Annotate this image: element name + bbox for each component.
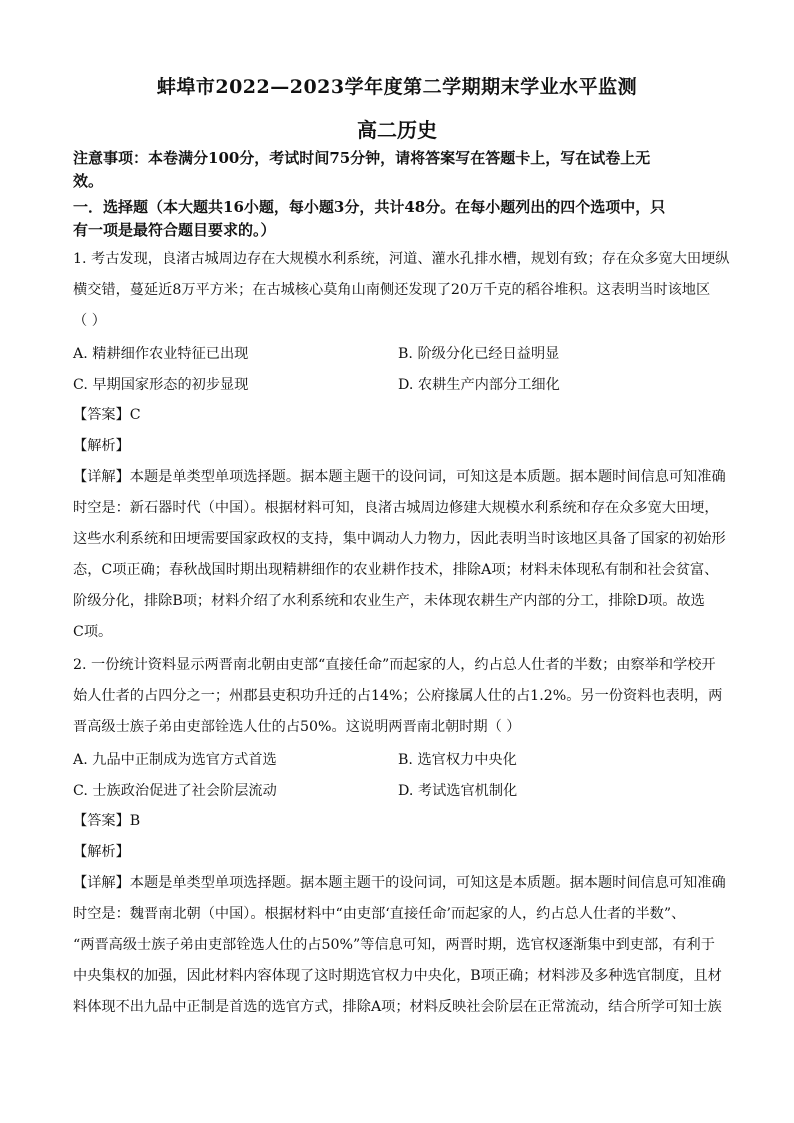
q1-option-b: B. 阶级分化已经日益明显 [398,346,560,362]
q2-stem-line-3: 晋高级士族子弟由吏部铨选人仕的占50%。这说明两晋南北朝时期（ ） [73,719,521,735]
section-heading-line-1: 一．选择题（本大题共16小题，每小题3分，共计48分。在每小题列出的四个选项中，只 [73,198,666,216]
q2-detail-line-2: 时空是：魏晋南北朝（中国）。根据材料中“由吏部‘直接任命’而起家的人，约占总人仕者的半数”、 [73,906,686,922]
q1-detail-line-2: 时空是：新石器时代（中国）。根据材料可知，良渚古城周边修建大规模水利系统和存在众多宽大田埂， [73,500,719,516]
q2-detail-line-1: 【详解】本题是单类型单项选择题。据本题主题干的设问词，可知这是本质题。据本题时间信息可知准确 [73,875,726,891]
q2-option-d: D. 考试选官机制化 [398,783,518,799]
q1-option-c: C. 早期国家形态的初步显现 [73,377,249,393]
q2-stem-line-2: 始人仕者的占四分之一；州郡县吏积功升迁的占14%；公府掾属人仕的占1.2%。另一份资料也表明，两 [73,688,723,704]
q1-option-d: D. 农耕生产内部分工细化 [398,377,560,393]
exam-title: 蚌埠市2022—2023学年度第二学期期末学业水平监测 [156,76,638,98]
q2-analysis-label: 【解析】 [73,844,130,860]
q1-stem-line-2: 横交错，蔓延近8万平方米；在古城核心莫角山南侧还发现了20万千克的稻谷堆积。这表明当时该地区 [73,282,711,298]
section-heading-line-2: 有一项是最符合题目要求的。） [73,221,276,239]
notice-line-1: 注意事项：本卷满分100分，考试时间75分钟，请将答案写在答题卡上，写在试卷上无 [73,149,651,167]
q1-detail-line-3: 这些水利系统和田埂需要国家政权的支持，集中调动人力物力，因此表明当时该地区具备了国家的初始形 [73,531,726,547]
q2-option-b: B. 选官权力中央化 [398,752,517,768]
q2-option-a: A. 九品中正制成为选官方式首选 [73,752,277,768]
q1-detail-line-4: 态，C项正确；春秋战国时期出现精耕细作的农业耕作技术，排除A项；材料未体现私有制和社会贫富、 [73,562,719,578]
q1-analysis-label: 【解析】 [73,438,130,454]
q2-detail-line-5: 料体现不出九品中正制是首选的选官方式，排除A项；材料反映社会阶层在正常流动，结合所学可知士族 [73,999,722,1015]
q1-answer: 【答案】C [73,407,141,423]
q2-answer: 【答案】B [73,813,141,829]
q2-detail-line-3: “两晋高级士族子弟由吏部铨选人仕的占50%”等信息可知，两晋时期，选官权逐渐集中到吏部，有利于 [73,937,715,953]
q1-stem-line-1: 1. 考古发现，良渚古城周边存在大规模水利系统，河道、灌水孔排水槽，规划有致；存在众多宽大田埂纵 [73,251,730,267]
q2-detail-line-4: 中央集权的加强，因此材料内容体现了这时期选官权力中央化，B项正确；材料涉及多种选官制度，且材 [73,968,722,984]
q1-stem-line-3: （ ） [73,313,106,329]
notice-line-2: 效。 [73,172,104,190]
q2-option-c: C. 士族政治促进了社会阶层流动 [73,783,277,799]
q1-detail-line-1: 【详解】本题是单类型单项选择题。据本题主题干的设问词，可知这是本质题。据本题时间信息可知准确 [73,469,726,485]
exam-subtitle: 高二历史 [357,118,437,142]
q1-detail-line-5: 阶级分化，排除B项；材料介绍了水利系统和农业生产，未体现农耕生产内部的分工，排除D项。故选 [73,593,705,609]
q1-detail-line-6: C项。 [73,624,113,640]
q2-stem-line-1: 2. 一份统计资料显示两晋南北朝由吏部“直接任命”而起家的人，约占总人仕者的半数；由察举和学校开 [73,657,716,673]
q1-option-a: A. 精耕细作农业特征已出现 [73,346,249,362]
